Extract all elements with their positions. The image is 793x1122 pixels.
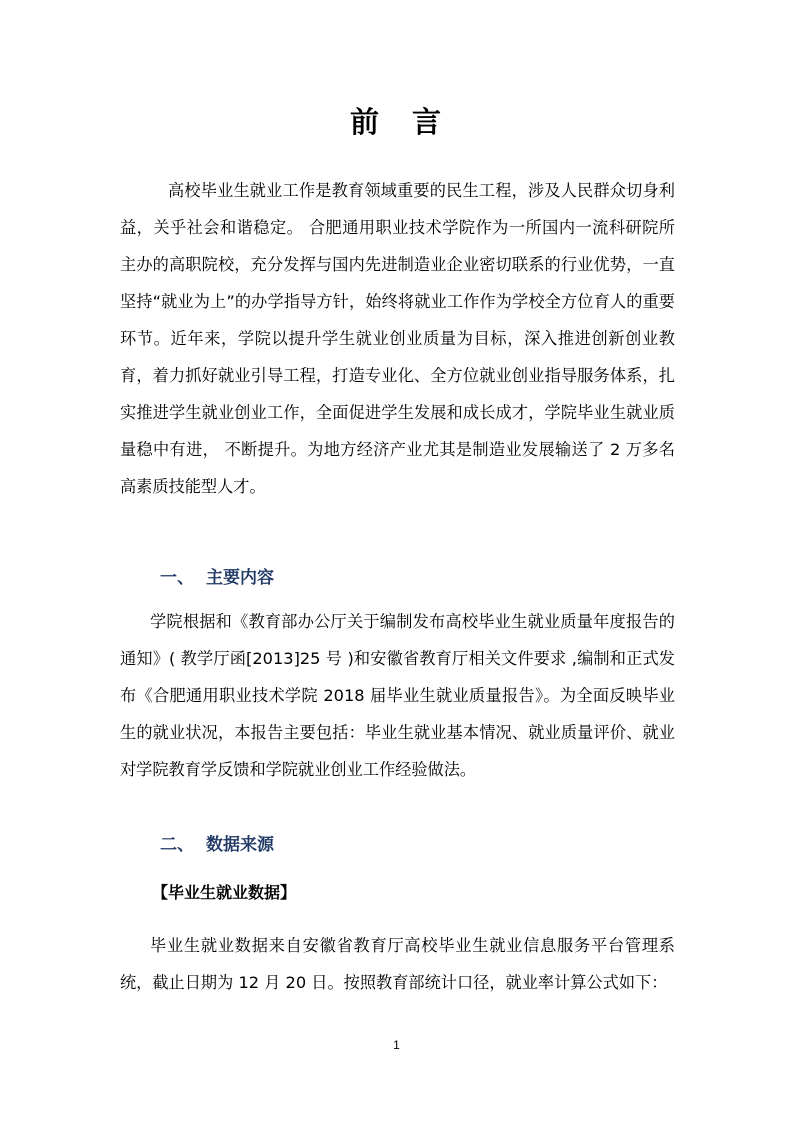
- section-title: 数据来源: [206, 835, 274, 855]
- page-number: 1: [393, 1038, 400, 1052]
- section-heading-main-content: [160, 564, 274, 592]
- page-title: 前 言: [349, 105, 443, 139]
- preface-paragraph: 高校毕业生就业工作是教育领域重要的民生工程，涉及人民群众切身利益，关乎社会和谐稳定。 合肥通用职业技术学院作为一所国内一流科研院所主办的高职院校，充分发挥与国内先进制造业企业密切联系的行业优势，一直坚持“就业为上”的办学指导方针，始终将就业工作作为学校全方位育人的重要环节。近年来，学院以提升学生就业创业质量为目标，深入推进创新创业教育，着力抓好就业引导工程，打造专业化、全方位就业创业指导服务体系，扎实推进学生就业创业工作，全面促进学生发展和成长成才，学院毕业生就业质量稳中有进， 不断提升。为地方经济产业尤其是制造业发展输送了 2 万多名高素质技能型人才。: [120, 181, 675, 496]
- subheading-graduate-employment-data: 【毕业生就业数据】: [152, 883, 297, 902]
- section-number: 一、: [160, 568, 194, 588]
- main-content-paragraph: 学院根据和《教育部办公厅关于编制发布高校毕业生就业质量年度报告的通知》( 教学厅函[2013]25 号 )和安徽省教育厅相关文件要求 ,编制和正式发布《合肥通用职业技术学院 2018 届毕业生就业质量报告》。为全面反映毕业生的就业状况，本报告主要包括：毕业生就业基本情况、就业质量评价、就业对学院教育学反馈和学院就业创业工作经验做法。: [120, 612, 675, 779]
- section-number: 二、: [160, 835, 194, 855]
- section-heading-data-source: [160, 831, 274, 859]
- data-source-paragraph: 毕业生就业数据来自安徽省教育厅高校毕业生就业信息服务平台管理系统，截止日期为 12 月 20 日。按照教育部统计口径，就业率计算公式如下：: [120, 936, 675, 992]
- section-title: 主要内容: [206, 568, 274, 588]
